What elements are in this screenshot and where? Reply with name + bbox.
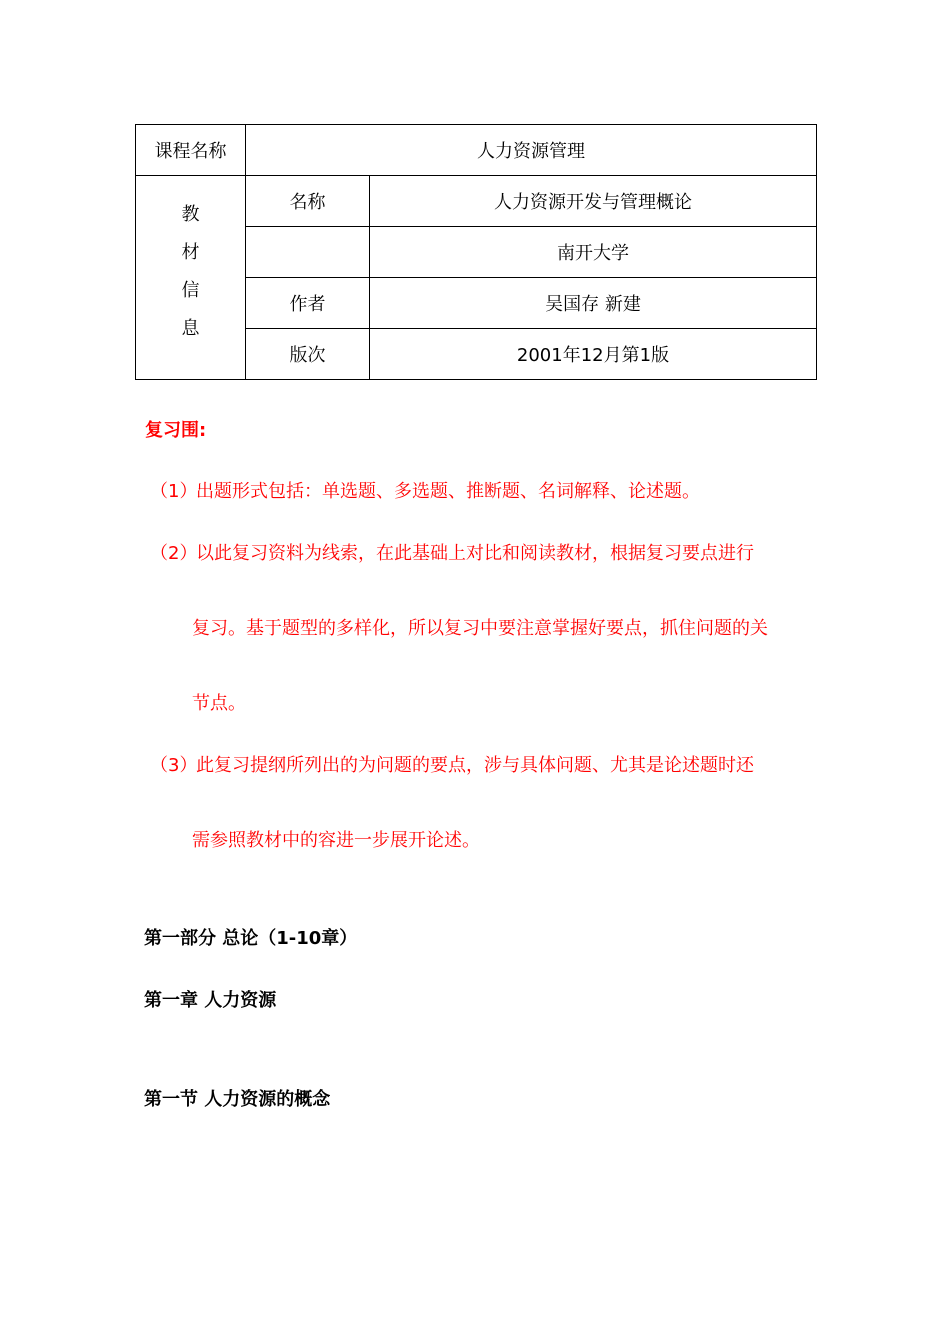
side-char: 教 <box>181 204 200 225</box>
section-heading: 第一节 人力资源的概念 <box>144 1089 331 1110</box>
side-char: 材 <box>181 242 200 263</box>
review-item-2-line-2: 复习。基于题型的多样化，所以复习中要注意掌握好要点，抓住问题的关 <box>192 618 768 639</box>
review-item-2-num: （2） <box>150 543 198 564</box>
row-label <box>246 227 370 278</box>
side-char: 信 <box>181 280 200 301</box>
row-value: 2001年12月第1版 <box>370 329 817 380</box>
review-item-1-num: （1） <box>150 481 198 502</box>
review-item-3-line-1: 此复习提纲所列出的为问题的要点，涉与具体问题、尤其是论述题时还 <box>196 755 754 776</box>
side-char: 息 <box>181 318 200 339</box>
textbook-info-table <box>135 124 817 380</box>
row-value: 人力资源开发与管理概论 <box>370 176 817 227</box>
table-row <box>136 176 817 227</box>
textbook-info-label <box>136 176 246 380</box>
review-item-3-line-2: 需参照教材中的容进一步展开论述。 <box>192 830 480 851</box>
part-heading: 第一部分 总论（1-10章） <box>144 928 358 949</box>
row-value: 南开大学 <box>370 227 817 278</box>
row-label: 版次 <box>246 329 370 380</box>
course-name-label: 课程名称 <box>136 125 246 176</box>
review-item-3-num: （3） <box>150 755 198 776</box>
row-label: 名称 <box>246 176 370 227</box>
row-label: 作者 <box>246 278 370 329</box>
chapter-heading: 第一章 人力资源 <box>144 990 277 1011</box>
course-name-value: 人力资源管理 <box>246 125 817 176</box>
row-value: 吴国存 新建 <box>370 278 817 329</box>
review-item-1-line-1: 出题形式包括：单选题、多选题、推断题、名词解释、论述题。 <box>196 481 700 502</box>
review-item-2-line-1: 以此复习资料为线索，在此基础上对比和阅读教材，根据复习要点进行 <box>196 543 754 564</box>
course-row <box>136 125 817 176</box>
review-heading: 复习围: <box>145 420 207 441</box>
review-item-2-line-3: 节点。 <box>192 693 246 714</box>
